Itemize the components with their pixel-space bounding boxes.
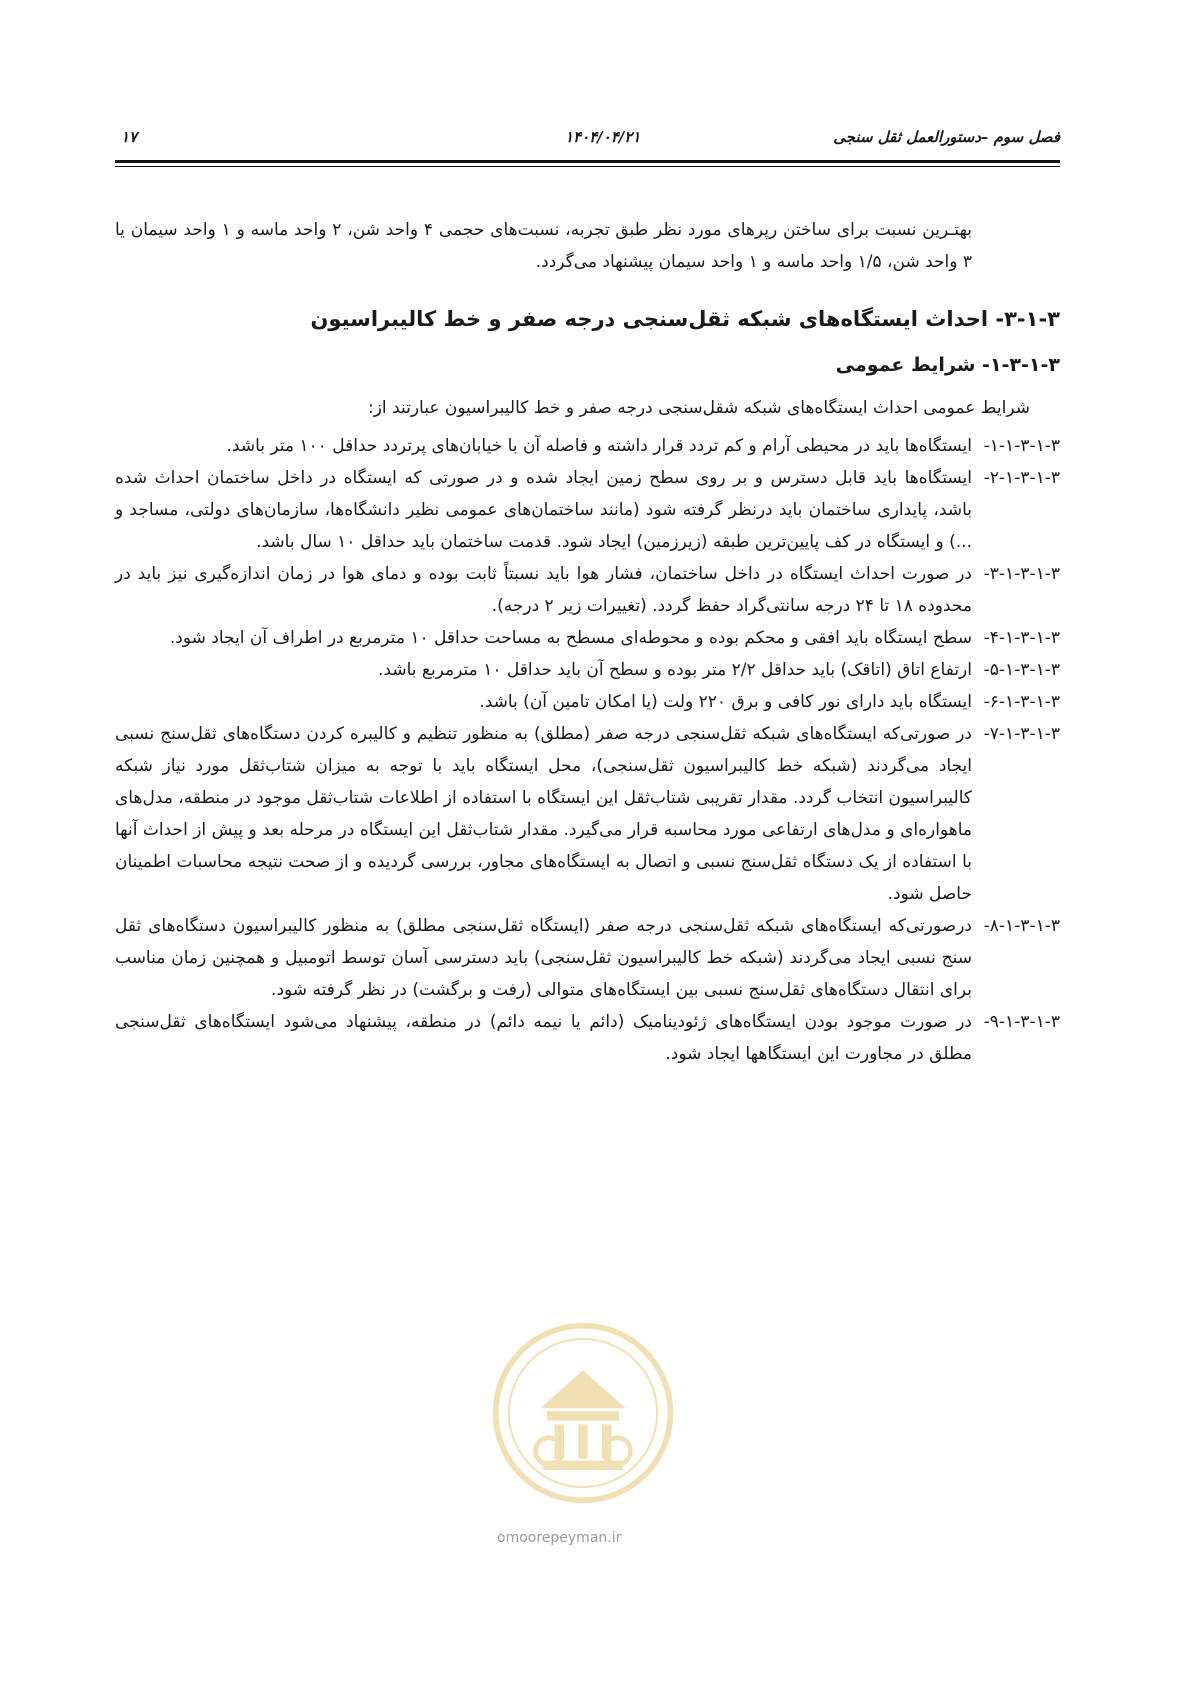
chapter-title: فصل سوم –دستورالعمل ثقل سنجی	[833, 128, 1060, 146]
item-text: درصورتی‌که ایستگاه‌های شبکه ثقل‌سنجی درجه صفر (ایستگاه ثقل‌سنجی مطلق) به منظور کالیبراسیون دستگاه‌های ثقل سنج نسبی ایجاد می‌گردند (شبکه خط کالیبراسیون ثقل‌سنجی) باید دسترسی آسان توسط اتومبیل و همچنین زمان مناسب برای انتقال دستگاه‌های ثقل‌سنج نسبی بین ایستگاه‌های متوالی (رفت و برگشت) در نظر گرفته شود.	[115, 916, 972, 1000]
intro-paragraph: بهتـرین نسبت برای ساختن رپرهای مورد نظر طبق تجربه، نسبت‌های حجمی ۴ واحد شن، ۲ واحد ماسه و ۱ واحد سیمان یا ۳ واحد شن، ۱/۵ واحد ماسه و ۱ واحد سیمان پیشنهاد می‌گردد.	[115, 220, 973, 272]
item-text: ارتفاع اتاق (اتاقک) باید حداقل ۲/۲ متر بوده و سطح آن باید حداقل ۱۰ مترمربع باشد.	[378, 660, 972, 680]
list-item	[115, 654, 1060, 686]
item-number: ۴-۱-۳-۱-۳-	[983, 628, 1060, 648]
item-text: در صورتی‌که ایستگاه‌های شبکه ثقل‌سنجی درجه صفر (مطلق) به منظور تنظیم و کالیبره کردن دستگاه‌های ثقل‌سنج نسبی ایجاد می‌گردند (شبکه خط کالیبراسیون ثقل‌سنجی)، محل ایستگاه باید با توجه به میزان شتاب‌ثقل مورد نیاز شبکه کالیبراسیون انتخاب گردد. مقدار تقریبی شتاب‌ثقل این ایستگاه با استفاده از اطلاعات شتاب‌ثقل موجود در منطقه، مدل‌های ماهواره‌ای و مدل‌های ارتفاعی مورد محاسبه قرار می‌گیرد. مقدار شتاب‌ثقل این ایستگاه در مرحله بعد و پیش از احداث آنها با استفاده از یک دستگاه ثقل‌سنج نسبی و اتصال به ایستگاه‌های مجاور، بررسی گردیده و از صحت نتیجه محاسبات اطمینان حاصل شود.	[115, 724, 972, 904]
list-item	[115, 558, 1060, 622]
list-item	[115, 430, 1060, 462]
list-item	[115, 462, 1060, 558]
item-number: ۹-۱-۳-۱-۳-	[983, 1012, 1060, 1032]
subsection-heading: ۱-۳-۱-۳- شرایط عمومی	[835, 354, 1060, 376]
item-text: در صورت احداث ایستگاه در داخل ساختمان، فشار هوا باید نسبتاً ثابت بوده و دمای هوا در زمان اندازه‌گیری نیز باید در محدوده ۱۸ تا ۲۴ درجه سانتی‌گراد حفظ گردد. (تغییرات زیر ۲ درجه).	[115, 564, 972, 616]
header-rule-thin	[115, 166, 1060, 167]
watermark-url: omoorepeyman.ir	[497, 1530, 622, 1546]
item-number: ۳-۱-۳-۱-۳-	[983, 564, 1060, 584]
page-header	[115, 128, 1060, 152]
list-item	[115, 718, 1060, 910]
header-date: ۱۴۰۴/۰۴/۲۱	[565, 128, 641, 146]
item-number: ۲-۱-۳-۱-۳-	[983, 468, 1060, 488]
item-text: سطح ایستگاه باید افقی و محکم بوده و محوطه‌ای مسطح به مساحت حداقل ۱۰ مترمربع در اطراف آن ایجاد شود.	[169, 628, 972, 648]
item-text: ایستگاه باید دارای نور کافی و برق ۲۲۰ ولت (یا امکان تامین آن) باشد.	[479, 692, 972, 712]
lead-paragraph: شرایط عمومی احداث ایستگاه‌های شبکه شقل‌سنجی درجه صفر و خط کالیبراسیون عبارتند از:	[368, 398, 1030, 418]
list-item	[115, 622, 1060, 654]
item-number: ۶-۱-۳-۱-۳-	[983, 692, 1060, 712]
requirements-list	[115, 430, 1060, 1070]
item-number: ۱-۱-۳-۱-۳-	[983, 436, 1060, 456]
watermark-seal-icon	[488, 1318, 678, 1508]
item-number: ۷-۱-۳-۱-۳-	[983, 724, 1060, 744]
item-text: ایستگاه‌ها باید قابل دسترس و بر روی سطح زمین ایجاد شده و در صورتی که ایستگاه در داخل ساختمان احداث شده باشد، پایداری ساختمان باید درنظر گرفته شود (مانند ساختمان‌های عمومی نظیر دانشگاه‌ها، سازمان‌های دولتی، مساجد و ...) و ایستگاه در کف پایین‌ترین طبقه (زیرزمین) ایجاد شود. قدمت ساختمان باید حداقل ۱۰ سال باشد.	[115, 468, 972, 552]
item-text: ایستگاه‌ها باید در محیطی آرام و کم تردد قرار داشته و فاصله آن با خیابان‌های پرتردد حداقل ۱۰۰ متر باشد.	[226, 436, 972, 456]
item-number: ۸-۱-۳-۱-۳-	[983, 916, 1060, 936]
list-item	[115, 1006, 1060, 1070]
header-rule-thick	[115, 160, 1060, 163]
item-number: ۵-۱-۳-۱-۳-	[983, 660, 1060, 680]
list-item	[115, 686, 1060, 718]
list-item	[115, 910, 1060, 1006]
item-text: در صورت موجود بودن ایستگاه‌های ژئودینامیک (دائم یا نیمه دائم) در منطقه، پیشنهاد می‌شود ایستگاه‌های ثقل‌سنجی مطلق در مجاورت این ایستگاهها ایجاد شود.	[115, 1012, 972, 1064]
page-number: ۱۷	[121, 128, 138, 146]
section-heading: ۳-۱-۳- احداث ایستگاه‌های شبکه ثقل‌سنجی درجه صفر و خط کالیبراسیون	[310, 307, 1060, 331]
page-body	[115, 214, 1060, 1070]
